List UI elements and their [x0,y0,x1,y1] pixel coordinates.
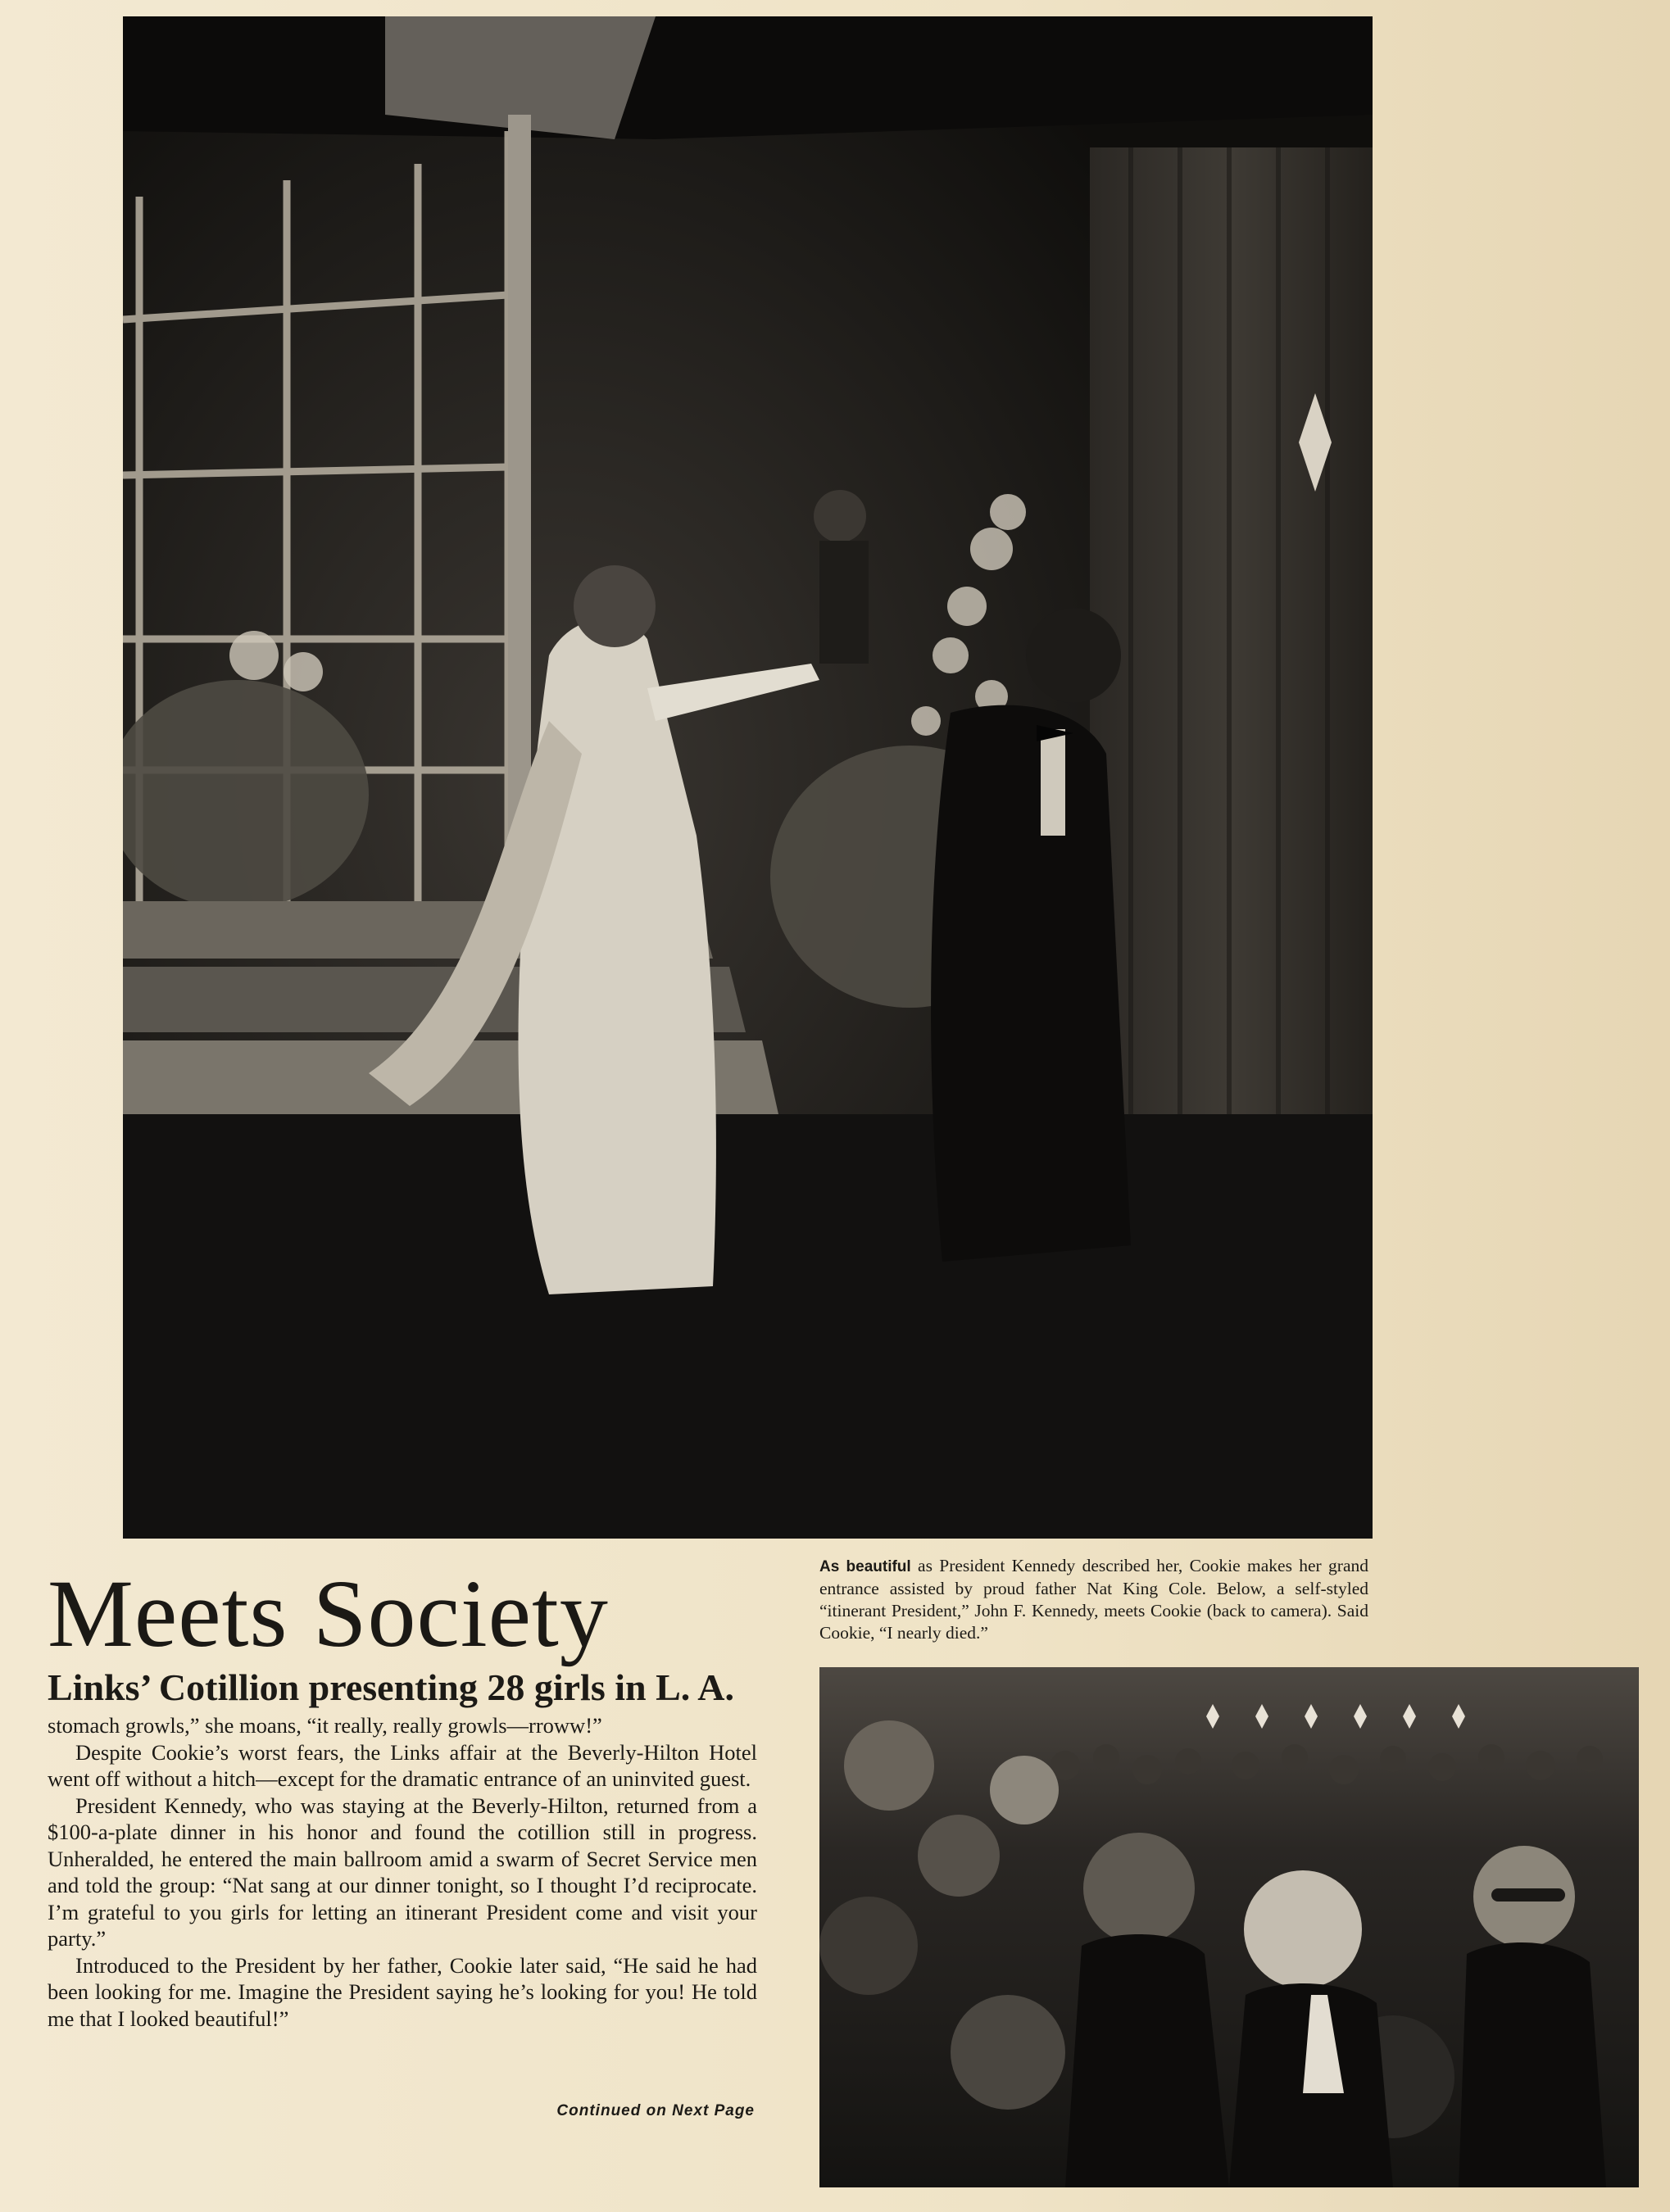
article-paragraph: Introduced to the President by her father, Cookie later said, “He said he had been looking for me. Imagine the President saying he’s looking for you! He told me that I looked beautiful!” [48,1952,757,2031]
crowd-photograph-image [819,1667,1639,2187]
main-photograph-image [123,16,1373,1539]
headline: Meets Society [48,1560,609,1667]
caption-text: as President Kennedy described her, Cookie makes her grand entrance assisted by proud father Nat King Cole. Below, a self-styled “itinerant President,” John F. Kennedy, meets Cookie (back to camera). Said Cookie, “I nearly died.” [819,1556,1369,1643]
photo-caption [819,1555,1368,1644]
crowd-photograph [819,1667,1639,2187]
main-photograph [123,16,1373,1539]
article-paragraph: President Kennedy, who was staying at the Beverly-Hilton, returned from a $100-a-plate dinner in his honor and found the cotillion still in progress. Unheralded, he entered the main ballroom amid a swarm of Secret Service men and told the group: “Nat sang at our dinner tonight, so I thought I’d reciprocate. I’m grateful to you girls for letting an itinerant President come and visit your party.” [48,1793,757,1951]
article-body [48,1712,757,2032]
article-paragraph: stomach growls,” she moans, “it really, really growls—rroww!” [48,1713,602,1738]
article-paragraph: Despite Cookie’s worst fears, the Links affair at the Beverly-Hilton Hotel went off without a hitch—except for the dramatic entrance of an uninvited guest. [48,1739,757,1791]
continued-notice: Continued on Next Page [556,2102,755,2119]
caption-lead: As beautiful [819,1558,911,1575]
subheadline: Links’ Cotillion presenting 28 girls in L. A. [48,1666,734,1708]
